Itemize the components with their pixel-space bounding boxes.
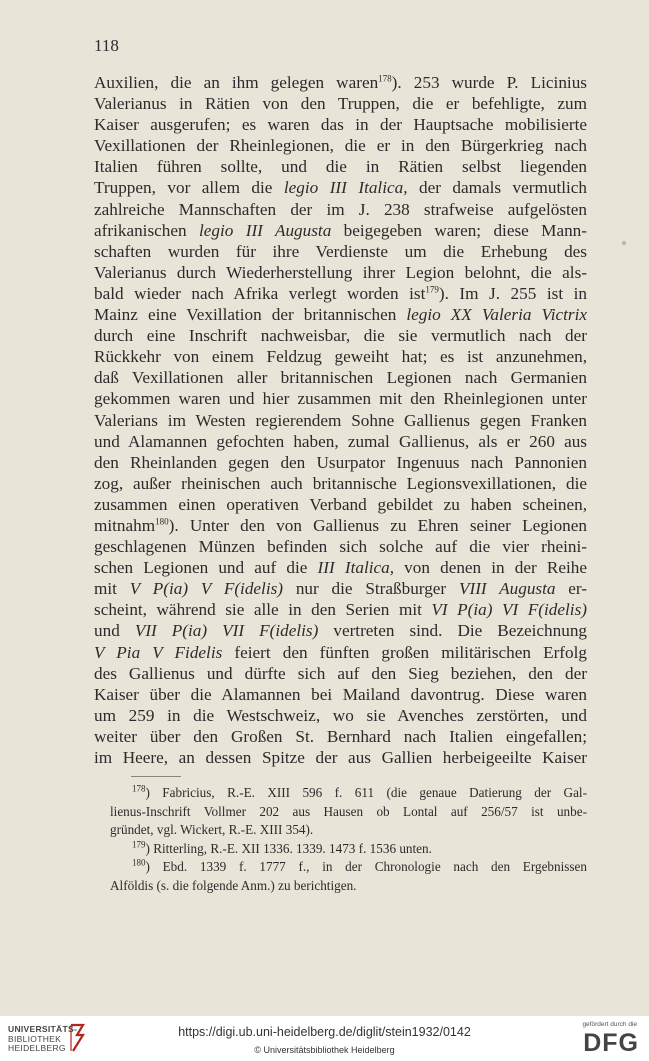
text-line [94,599,587,620]
footnote-text: ) Fabricius, R.-E. XIII 596 f. 611 (die genaue Datierung der Gal- [145,785,587,800]
page-number: 118 [94,36,119,55]
funder-label: gefördert durch die [582,1021,637,1028]
text-span: ). 253 wurde P. Licinius [391,73,587,92]
footnote-text: gründet, vgl. Wickert, R.-E. XIII 354). [110,822,314,838]
text-line [94,199,587,220]
text-span: Truppen, vor allem die [94,178,284,198]
footnote-line [110,858,587,877]
main-body-text [94,72,587,768]
text-span: und [94,621,135,641]
viewer-footer [0,1016,649,1061]
footnote-line [110,821,587,840]
footnote-line [110,803,587,822]
library-name-line2: BIBLIOTHEK [8,1033,62,1044]
text-span: schaften wurden für ihre Verdienste um die Erhebung des [94,241,587,261]
document-url-link[interactable]: https://digi.ub.uni-heidelberg.de/diglit/stein1932/0142 [178,1025,471,1039]
italic-text: VIII Augusta [458,579,556,599]
text-span: Italien führen sollte, und die in Rätien selbst liegenden [94,157,587,177]
italic-text: V P(ia) V F(idelis) [129,579,284,599]
text-span: zog, außer rheinischen auch britannische Legionsvexillationen, die [94,473,587,493]
text-line [94,346,587,367]
italic-text: legio XX Valeria Victrix [406,305,587,325]
text-span: daß Vexillationen aller britannischen Legionen nach Germanien [94,368,587,388]
text-span: weiter über den Großen St. Bernhard nach Italien eingefallen; [94,726,587,746]
text-span: vertreten sind. Die Bezeichnung [318,621,588,641]
library-name-line1: UNIVERSITÄTS- [8,1024,78,1034]
text-span: beigegeben waren; diese Mann- [331,220,587,240]
italic-text: legio III Augusta [198,220,332,240]
text-span: den Rheinlanden gegen den Usurpator Ingenuus nach Pannonien [94,452,587,472]
text-line [94,241,587,262]
text-span: scheint, während sie alle in den Serien mit [94,600,432,620]
text-line [94,388,587,409]
dfg-logo[interactable]: DFG [583,1029,639,1057]
footnote-text: Alföldis (s. die folgende Anm.) zu berichtigen. [110,877,357,893]
text-span: zahlreiche Mannschaften der im J. 238 strafweise aufgelösten [94,199,587,219]
footnotes [110,784,587,896]
text-span: afrikanischen [94,220,199,240]
text-line [94,578,587,599]
text-span: Valerians im Westen regierendem Sohne Gallienus gegen Franken [94,410,587,430]
text-span: um 259 in die Westschweiz, wo sie Avenches zerstörten, und [94,705,587,725]
text-line [94,705,587,726]
text-span: mitnahm [94,515,156,535]
text-line [94,114,587,135]
text-span: Auxilien, die an ihm gelegen waren [94,73,379,92]
footnote-ref: 179 [425,284,439,295]
text-span: er- [555,579,588,599]
text-line [94,72,587,93]
footnote-separator [131,776,181,777]
text-line [94,283,587,304]
footnote-text: ) Ebd. 1339 f. 1777 f., in der Chronologie nach den Ergebnissen [145,859,587,875]
text-span: schen Legionen und auf die [94,558,318,578]
text-span: ). Unter den von Gallienus zu Ehren seiner Legionen [168,515,587,535]
text-line [94,367,587,388]
text-line [94,135,587,156]
text-line [94,220,587,241]
footnote-ref: 180 [155,516,169,527]
text-span: der damals vermutlich [407,178,587,198]
italic-text: V Pia V Fidelis [94,642,223,662]
text-span: von denen in der Reihe [394,558,587,578]
text-line [94,557,587,578]
text-span: Rückkehr von einem Feldzug geweiht hat; es ist anzunehmen, [94,347,587,367]
text-span: und Alamannen gefochten haben, zumal Gallienus, als er 260 aus [94,431,587,451]
text-span: gekommen waren und hier zusammen mit den Rheinlegionen unter [94,389,587,409]
footnote-line [110,840,587,859]
text-line [94,747,587,768]
footnote-number: 179 [132,839,146,850]
text-span: ). Im J. 255 ist in [438,283,587,303]
text-span: durch eine Inschrift nachweisbar, die sie vermutlich nach der [94,326,587,346]
text-span: Vexillationen der Rheinlegionen, die er in den Bürgerkrieg nach [94,136,587,156]
text-span: mit [94,579,130,599]
text-line [94,93,587,114]
text-line [94,515,587,536]
footnote-text: ) Ritterling, R.-E. XII 1336. 1339. 1473 f. 1536 unten. [145,840,432,856]
footnote-line [110,877,587,896]
text-span: Valerianus in Rätien von den Truppen, die er befehligte, zum [94,94,587,114]
text-line [94,262,587,283]
text-line [94,177,587,198]
italic-text: VII P(ia) VII F(idelis) [134,621,319,641]
library-name-line3: HEIDELBERG [8,1043,66,1053]
text-span: im Heere, an dessen Spitze der aus Gallien herbeigeeilte Kaiser [94,748,587,767]
text-span: Valerianus durch Wiederherstellung ihrer Legion belohnt, die als- [94,262,587,282]
text-line [94,620,587,641]
text-span: Kaiser ausgerufen; es waren das in der Hauptsache mobilisierte [94,115,587,135]
text-line [94,473,587,494]
text-line [94,452,587,473]
text-span: geschlagenen Münzen befinden sich solche auf die vier rheini- [94,537,587,557]
copyright-notice: © Universitätsbibliothek Heidelberg [254,1045,395,1055]
text-line [94,156,587,177]
text-span: zusammen einen operativen Verband gebildet zu haben scheinen, [94,494,587,514]
footnote-number: 178 [132,783,146,794]
text-line [94,642,587,663]
italic-text: legio III Italica, [283,178,408,198]
text-span: feiert den fünften großen militärischen Erfolg [222,642,587,662]
text-span: bald wieder nach Afrika verlegt worden ist [94,283,426,303]
footnote-text: lienus-Inschrift Vollmer 202 aus Hausen ob Lontal auf 256/57 ist unbe- [110,803,587,819]
text-line [94,304,587,325]
footnote-line [110,784,587,803]
text-line [94,684,587,705]
text-span: Kaiser über die Alamannen bei Mailand davontrug. Diese waren [94,684,587,704]
italic-text: III Italica, [317,558,395,578]
text-line [94,494,587,515]
text-line [94,536,587,557]
text-line [94,726,587,747]
text-span: nur die Straßburger [283,579,459,599]
text-span: Mainz eine Vexillation der britannischen [94,305,407,325]
text-line [94,410,587,431]
italic-text: VI P(ia) VI F(idelis) [431,600,587,620]
text-line [94,431,587,452]
text-span: des Gallienus und dürfte sich auf den Sieg beziehen, den der [94,663,587,683]
margin-dot [622,241,626,245]
text-line [94,325,587,346]
text-line [94,663,587,684]
footnote-number: 180 [132,857,146,868]
footnote-ref: 178 [378,73,392,84]
